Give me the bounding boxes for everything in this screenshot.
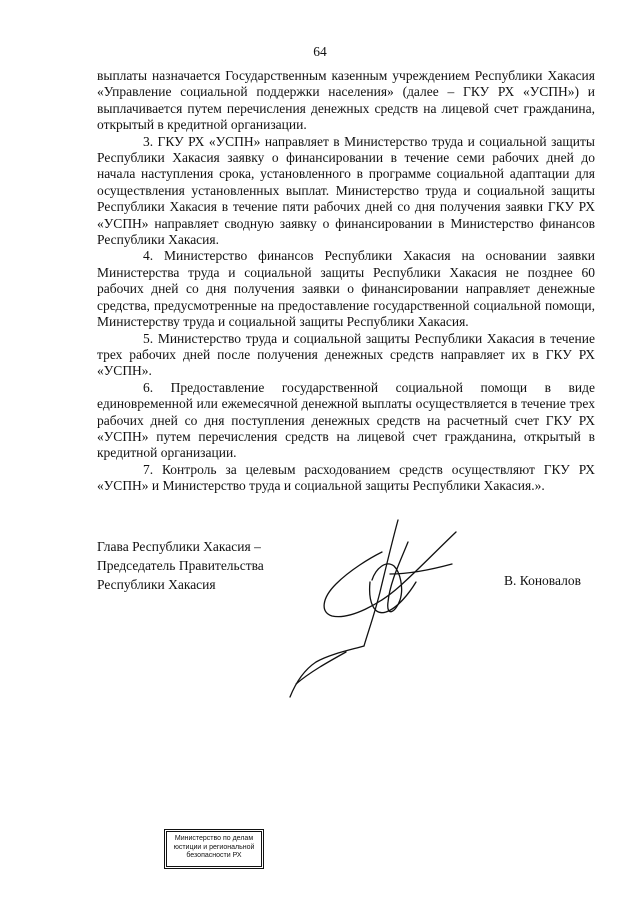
stamp-line: безопасности РХ — [186, 852, 242, 860]
signatory-title-line: Председатель Правительства — [97, 558, 264, 573]
signatory-title-line: Республики Хакасия — [97, 577, 216, 592]
signatory-title-line: Глава Республики Хакасия – — [97, 539, 261, 554]
signature-stroke — [370, 582, 416, 613]
stamp-line: Министерство по делам — [174, 835, 254, 842]
registration-stamp — [164, 829, 264, 869]
signature-stroke — [364, 520, 398, 646]
signature-stroke — [296, 652, 346, 684]
document-body — [97, 68, 595, 495]
page-number: 64 — [313, 44, 327, 59]
paragraph-item-6: 6. Предоставление государственной социальной помощи в виде единовременной или ежемесячной денежной выплаты осуществляется в течение трех рабочих дней со дня поступления денежных средств на расчетный счет ГКУ РХ «УСПН» путем перечисления средств на лицевой счет гражданина, открытый в кредитной организации. — [97, 379, 595, 461]
paragraph-continuation: выплаты назначается Государственным казенным учреждением Республики Хакасия «Управление социальной поддержки населения» (далее – ГКУ РХ «УСПН») и выплачивается путем перечисления денежных средств на лицевой счет гражданина, открытый в кредитной организации. — [97, 68, 595, 133]
signatory-name: В. Коновалов — [504, 573, 581, 588]
paragraph-item-7: 7. Контроль за целевым расходованием средств осуществляют ГКУ РХ «УСПН» и Министерство труда и социальной защиты Республики Хакасия.». — [97, 461, 595, 494]
paragraph-item-5: 5. Министерство труда и социальной защиты Республики Хакасия в течение трех рабочих дней после получения денежных средств направляет их в ГКУ РХ «УСПН». — [97, 330, 595, 379]
signature-stroke — [290, 646, 364, 697]
stamp-line: юстиции и региональной — [173, 843, 255, 851]
signatory-title — [97, 537, 264, 594]
paragraph-item-4: 4. Министерство финансов Республики Хакасия на основании заявки Министерства труда и социальной защиты Республики Хакасия не позднее 60 рабочих дней со дня получения заявки о финансировании направляет денежные средства, предусмотренные на предоставление государственной социальной помощи, Министерству труда и социальной защиты Республики Хакасия. — [97, 248, 595, 330]
paragraph-item-3: 3. ГКУ РХ «УСПН» направляет в Министерство труда и социальной защиты Республики Хакасия заявку о финансировании в течение семи рабочих дней до начала наступления срока, установленного в программе социальной адаптации для осуществления установленных выплат. Министерство труда и социальной защиты Республики Хакасия в течение пяти рабочих дней со дня получения заявки ГКУ РХ «УСПН» направляет сводную заявку о финансировании в Министерство финансов Республики Хакасия. — [97, 133, 595, 248]
handwritten-signature — [270, 512, 490, 702]
